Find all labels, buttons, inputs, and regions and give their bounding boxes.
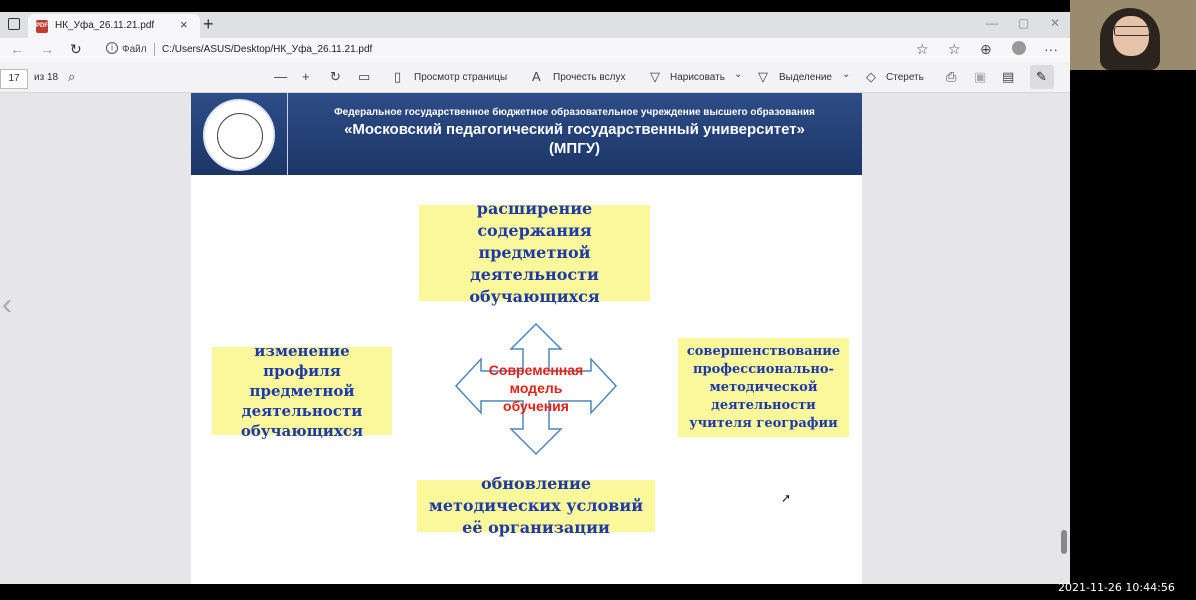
box-top: расширение содержания предметной деятельности обучающихся	[419, 205, 650, 301]
tab-actions-icon[interactable]	[8, 18, 20, 30]
address-field[interactable]	[102, 40, 940, 60]
forward-icon[interactable]: →	[40, 41, 54, 57]
page-view-button[interactable]: Просмотр страницы	[414, 72, 508, 83]
vertical-scrollbar[interactable]	[1058, 93, 1070, 584]
banner-line-3: (МПГУ)	[548, 140, 601, 157]
university-banner	[191, 93, 862, 175]
minimize-icon[interactable]: —	[986, 16, 998, 30]
more-icon[interactable]: ···	[1044, 41, 1058, 57]
chevron-down-icon[interactable]: ⌄	[842, 69, 851, 80]
chevron-down-icon[interactable]: ⌄	[734, 69, 743, 80]
save-as-icon[interactable]: ▤	[1002, 69, 1015, 84]
university-logo	[203, 99, 275, 171]
favorite-add-icon[interactable]: ☆	[916, 41, 929, 57]
box-right: совершенствование профессионально-методической деятельности учителя географии	[678, 338, 849, 437]
fit-page-icon[interactable]: ▭	[358, 69, 371, 84]
browser-window	[0, 12, 1070, 584]
search-icon[interactable]: ⌕	[68, 69, 76, 84]
print-icon[interactable]: ⎙	[946, 69, 957, 84]
previous-page-icon[interactable]: ‹	[2, 288, 12, 321]
page-total: из 18	[34, 72, 59, 83]
banner-line-1: Федеральное государственное бюджетное образовательное учреждение высшего образования	[334, 107, 815, 118]
pdf-page	[191, 93, 862, 584]
profile-avatar[interactable]	[1012, 41, 1026, 55]
person-face	[1113, 16, 1149, 56]
glasses-icon	[1114, 26, 1150, 36]
divider	[154, 43, 155, 56]
logo-ring	[217, 113, 263, 159]
read-aloud-button[interactable]: Прочесть вслух	[553, 72, 626, 83]
highlight-button[interactable]: Выделение	[779, 72, 832, 83]
draw-icon[interactable]: ▽	[650, 69, 660, 84]
address-bar-row	[0, 38, 1070, 62]
close-tab-icon[interactable]: ×	[180, 17, 188, 32]
info-icon[interactable]: i	[106, 42, 118, 54]
tab-bar	[0, 12, 1070, 38]
close-window-icon[interactable]: ✕	[1050, 16, 1061, 30]
collections-icon[interactable]: ⊕	[980, 41, 992, 57]
center-label: Современная модель обучения	[488, 362, 584, 414]
page-number-input[interactable]: 17	[0, 69, 28, 89]
refresh-icon[interactable]: ↻	[70, 41, 82, 57]
favorites-icon[interactable]: ☆	[948, 41, 961, 57]
pdf-toolbar	[0, 62, 1070, 93]
pdf-viewer	[0, 93, 1070, 584]
pdf-icon: PDF	[36, 20, 48, 33]
maximize-icon[interactable]: ▢	[1018, 16, 1030, 30]
page-view-icon[interactable]: ▯	[394, 69, 402, 84]
draw-button[interactable]: Нарисовать	[670, 72, 725, 83]
timestamp: 2021-11-26 10:44:56	[1058, 581, 1175, 594]
erase-button[interactable]: Стереть	[886, 72, 924, 83]
zoom-in-icon[interactable]: +	[302, 69, 310, 84]
pin-icon: ✎	[1036, 69, 1047, 84]
file-label: Файл	[122, 44, 147, 55]
banner-line-2: «Московский педагогический государственный университет»	[344, 121, 805, 138]
back-icon[interactable]: ←	[10, 41, 24, 57]
new-tab-icon[interactable]: +	[203, 14, 214, 34]
tab-title: НК_Уфа_26.11.21.pdf	[55, 20, 155, 31]
webcam-video	[1070, 0, 1196, 70]
box-left: изменение профиля предметной деятельности обучающихся	[212, 347, 392, 435]
eraser-icon[interactable]: ◇	[866, 69, 876, 84]
box-bottom: обновление методических условий её организации	[417, 480, 655, 532]
url-text: C:/Users/ASUS/Desktop/НК_Уфа_26.11.21.pdf	[162, 44, 373, 55]
tab-pdf[interactable]	[28, 14, 200, 38]
zoom-out-icon[interactable]: —	[274, 69, 287, 84]
mouse-cursor-icon: ➚	[781, 491, 792, 505]
rotate-icon[interactable]: ↻	[330, 69, 341, 84]
scrollbar-thumb[interactable]	[1061, 530, 1067, 554]
pin-toolbar-button[interactable]	[1030, 65, 1054, 89]
read-aloud-icon[interactable]: A	[532, 69, 541, 84]
highlight-icon[interactable]: ▽	[758, 69, 768, 84]
save-icon[interactable]: ▣	[974, 69, 987, 84]
